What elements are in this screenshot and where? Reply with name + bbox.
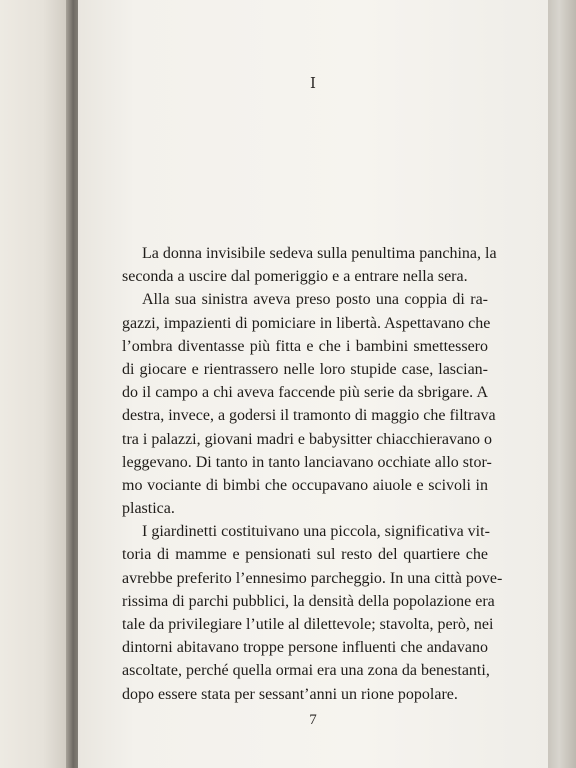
text-line: destra, invece, a godersi il tramonto di maggio che filtrava [122,407,496,425]
text-line: dintorni abitavano troppe persone influenti che andavano [122,639,488,657]
text-line: di giocare e rientrassero nelle loro stupide case, lascian- [122,360,488,378]
text-line: gazzi, impazienti di pomiciare in libertà. Aspettavano che [122,314,491,332]
page-number: 7 [309,712,317,728]
text-line: dopo essere stata per sessant’anni un rione popolare. [122,685,458,703]
table-surface [548,0,576,768]
text-line: avrebbe preferito l’ennesimo parcheggio. In una città pove- [122,569,503,587]
text-line: La donna invisibile sedeva sulla penultima panchina, la [142,245,497,262]
text-line: rissima di parchi pubblici, la densità della popolazione era [122,592,495,610]
text-line: mo vociante di bimbi che occupavano aiuole e scivoli in [122,476,488,494]
text-line: leggevano. Di tanto in tanto lanciavano occhiate allo stor- [122,453,492,471]
text-line: l’ombra diventasse più fitta e che i bambini smettessero [122,337,488,355]
text-line: tra i palazzi, giovani madri e babysitter chiacchieravano o [122,430,493,448]
text-line: Alla sua sinistra aveva preso posto una coppia di ra- [142,291,488,309]
text-line: do il campo a chi aveva faccende più serie da sbrigare. A [122,384,488,402]
text-line: ascoltate, perché quella ormai era una zona da benestanti, [122,662,490,680]
text-line: I giardinetti costituivano una piccola, significativa vit- [142,523,490,541]
chapter-number: I [310,74,316,92]
text-line: tale da privilegiare l’utile al dilettevole; stavolta, però, nei [122,616,494,633]
body-text [122,242,503,706]
text-line: seconda a uscire dal pomeriggio e a entrare nella sera. [122,268,468,286]
text-line: toria di mamme e pensionati sul resto del quartiere che [122,546,488,564]
text-line: plastica. [122,500,175,518]
